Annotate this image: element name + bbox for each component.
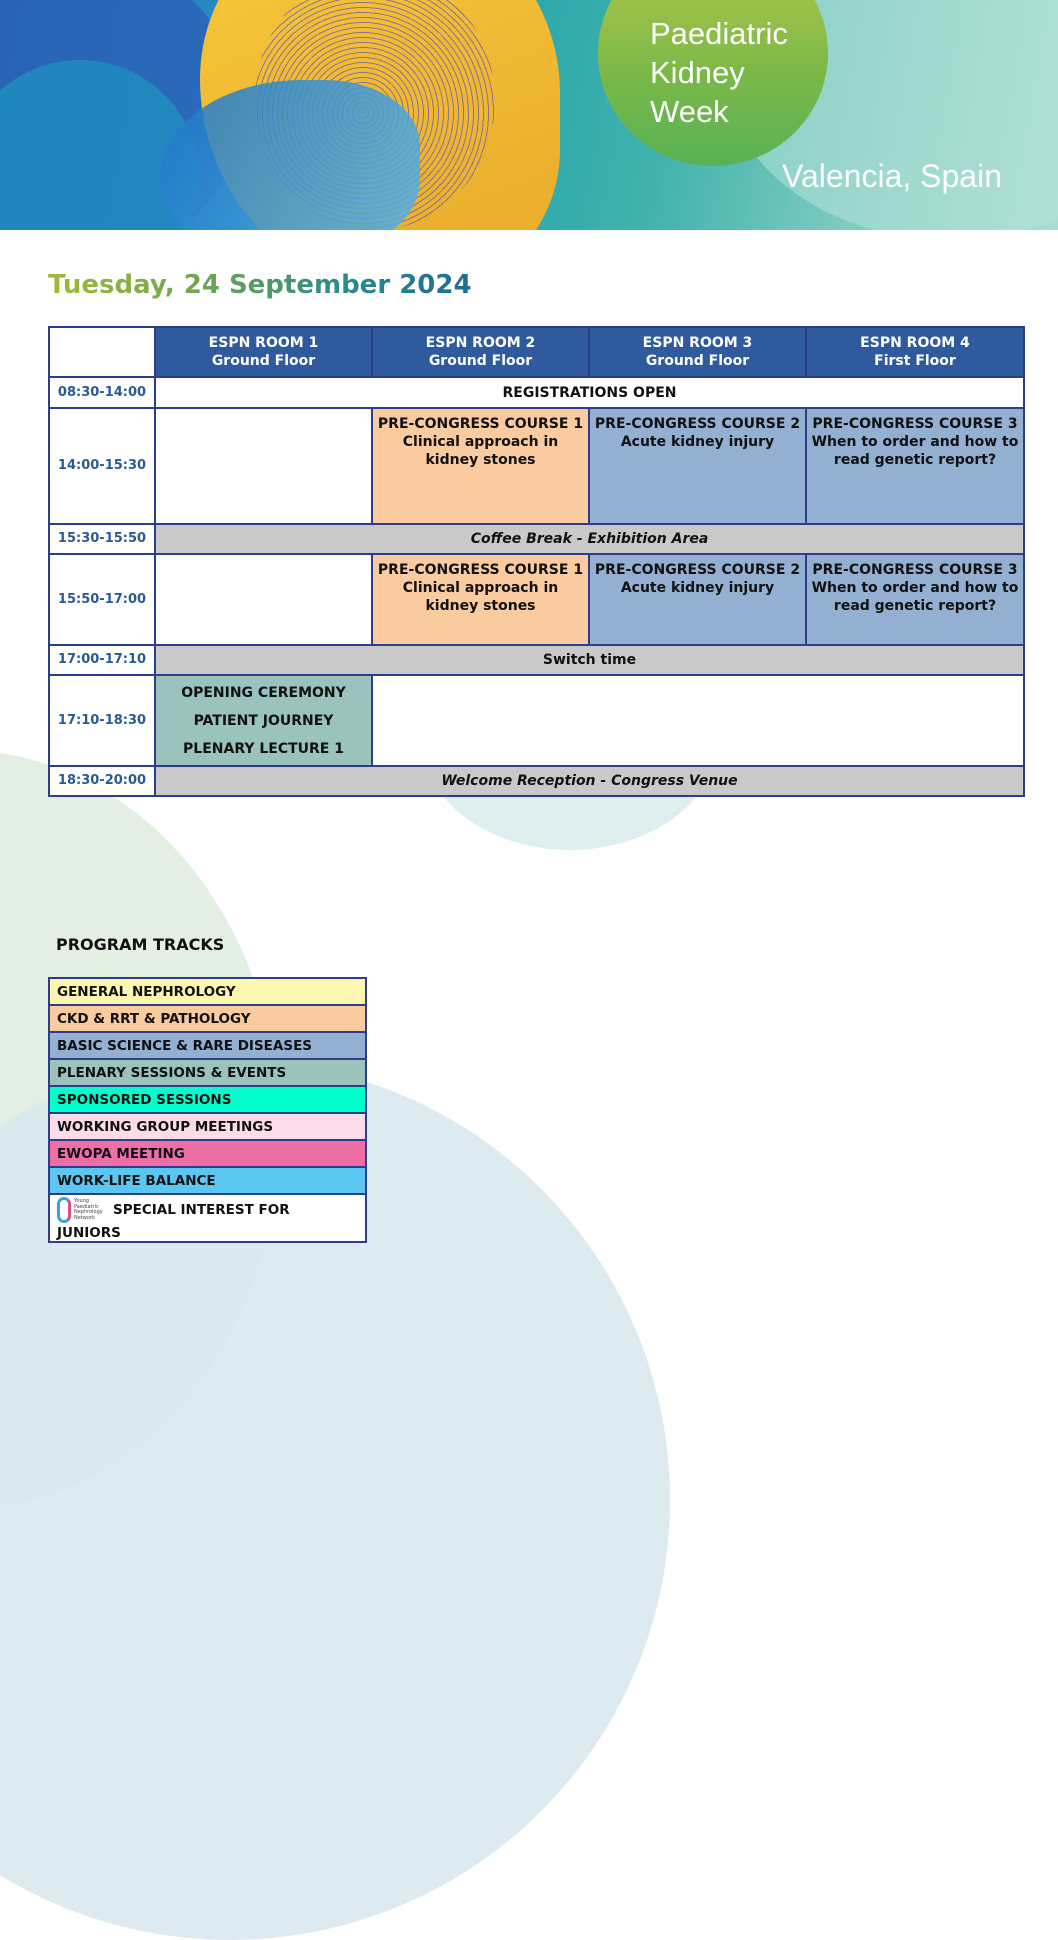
session-title: PRE-CONGRESS COURSE 1 xyxy=(377,416,584,432)
time-slot: 18:30-20:00 xyxy=(49,766,155,796)
ypn-logo-text: Young Paediatric Nephrology Network xyxy=(74,1198,103,1221)
session-cell xyxy=(372,554,589,645)
list-item xyxy=(49,1167,366,1194)
session-cell xyxy=(806,408,1024,524)
track-general-nephrology: GENERAL NEPHROLOGY xyxy=(49,978,366,1005)
time-slot: 17:10-18:30 xyxy=(49,675,155,766)
program-tracks-legend xyxy=(48,977,367,1243)
room-floor: Ground Floor xyxy=(211,353,316,369)
track-working-group: WORKING GROUP MEETINGS xyxy=(49,1113,366,1140)
header-corner xyxy=(49,327,155,377)
time-slot: 14:00-15:30 xyxy=(49,408,155,524)
event-title xyxy=(650,14,788,131)
session-topic: Acute kidney injury xyxy=(620,434,775,450)
empty-cell xyxy=(155,554,372,645)
time-slot: 15:30-15:50 xyxy=(49,524,155,554)
table-row xyxy=(49,524,1024,554)
session-cell xyxy=(372,408,589,524)
empty-cell xyxy=(155,408,372,524)
table-row xyxy=(49,766,1024,796)
plenary-item: PATIENT JOURNEY xyxy=(193,712,334,729)
event-title-line: Week xyxy=(650,94,729,129)
registration-cell: REGISTRATIONS OPEN xyxy=(155,377,1024,408)
session-cell xyxy=(589,408,806,524)
room-header-3 xyxy=(589,327,806,377)
switch-time-cell: Switch time xyxy=(155,645,1024,675)
plenary-item: OPENING CEREMONY xyxy=(181,684,346,701)
ypn-logo-icon xyxy=(57,1195,105,1225)
track-basic-science: BASIC SCIENCE & RARE DISEASES xyxy=(49,1032,366,1059)
session-title: PRE-CONGRESS COURSE 1 xyxy=(377,562,584,578)
list-item xyxy=(49,1005,366,1032)
day-heading: Tuesday, 24 September 2024 xyxy=(48,270,472,300)
list-item xyxy=(49,1059,366,1086)
welcome-reception-cell: Welcome Reception - Congress Venue xyxy=(155,766,1024,796)
session-cell xyxy=(806,554,1024,645)
table-row xyxy=(49,645,1024,675)
room-floor: Ground Floor xyxy=(428,353,533,369)
session-topic: Clinical approach in kidney stones xyxy=(402,580,559,614)
ypn-logo-mark xyxy=(57,1197,71,1223)
room-header-2 xyxy=(372,327,589,377)
list-item xyxy=(49,1194,366,1242)
table-header-row xyxy=(49,327,1024,377)
session-title: PRE-CONGRESS COURSE 3 xyxy=(812,562,1018,578)
event-title-line: Paediatric xyxy=(650,16,788,51)
session-title: PRE-CONGRESS COURSE 3 xyxy=(812,416,1018,432)
list-item xyxy=(49,1140,366,1167)
room-name: ESPN ROOM 2 xyxy=(425,335,536,351)
track-ckd-rrt-pathology: CKD & RRT & PATHOLOGY xyxy=(49,1005,366,1032)
program-tracks-title: PROGRAM TRACKS xyxy=(56,935,225,954)
table-row xyxy=(49,554,1024,645)
session-title: PRE-CONGRESS COURSE 2 xyxy=(594,562,801,578)
list-item xyxy=(49,1032,366,1059)
list-item xyxy=(49,978,366,1005)
juniors-label: SPECIAL INTEREST FOR JUNIORS xyxy=(57,1202,290,1241)
session-cell xyxy=(589,554,806,645)
session-title: PRE-CONGRESS COURSE 2 xyxy=(594,416,801,432)
list-item xyxy=(49,1086,366,1113)
room-name: ESPN ROOM 4 xyxy=(860,335,970,351)
table-row xyxy=(49,377,1024,408)
opening-session-cell xyxy=(155,675,372,766)
room-header-1 xyxy=(155,327,372,377)
header-banner xyxy=(0,0,1058,230)
coffee-break-cell: Coffee Break - Exhibition Area xyxy=(155,524,1024,554)
event-location: Valencia, Spain xyxy=(782,158,1002,194)
room-header-4 xyxy=(806,327,1024,377)
track-work-life-balance: WORK-LIFE BALANCE xyxy=(49,1167,366,1194)
schedule-table xyxy=(48,326,1025,797)
time-slot: 17:00-17:10 xyxy=(49,645,155,675)
track-ewopa: EWOPA MEETING xyxy=(49,1140,366,1167)
table-row xyxy=(49,675,1024,766)
session-topic: Clinical approach in kidney stones xyxy=(402,434,559,468)
track-plenary-sessions: PLENARY SESSIONS & EVENTS xyxy=(49,1059,366,1086)
plenary-item: PLENARY LECTURE 1 xyxy=(183,740,344,757)
session-topic: When to order and how to read genetic report? xyxy=(811,580,1019,614)
session-topic: When to order and how to read genetic report? xyxy=(811,434,1019,468)
room-name: ESPN ROOM 1 xyxy=(208,335,319,351)
table-row xyxy=(49,408,1024,524)
room-floor: Ground Floor xyxy=(645,353,750,369)
time-slot: 15:50-17:00 xyxy=(49,554,155,645)
event-title-line: Kidney xyxy=(650,55,745,90)
time-slot: 08:30-14:00 xyxy=(49,377,155,408)
room-floor: First Floor xyxy=(874,353,956,369)
session-topic: Acute kidney injury xyxy=(620,580,775,596)
empty-cell xyxy=(372,675,1024,766)
list-item xyxy=(49,1113,366,1140)
room-name: ESPN ROOM 3 xyxy=(642,335,753,351)
track-sponsored-sessions: SPONSORED SESSIONS xyxy=(49,1086,366,1113)
track-juniors xyxy=(49,1194,366,1242)
